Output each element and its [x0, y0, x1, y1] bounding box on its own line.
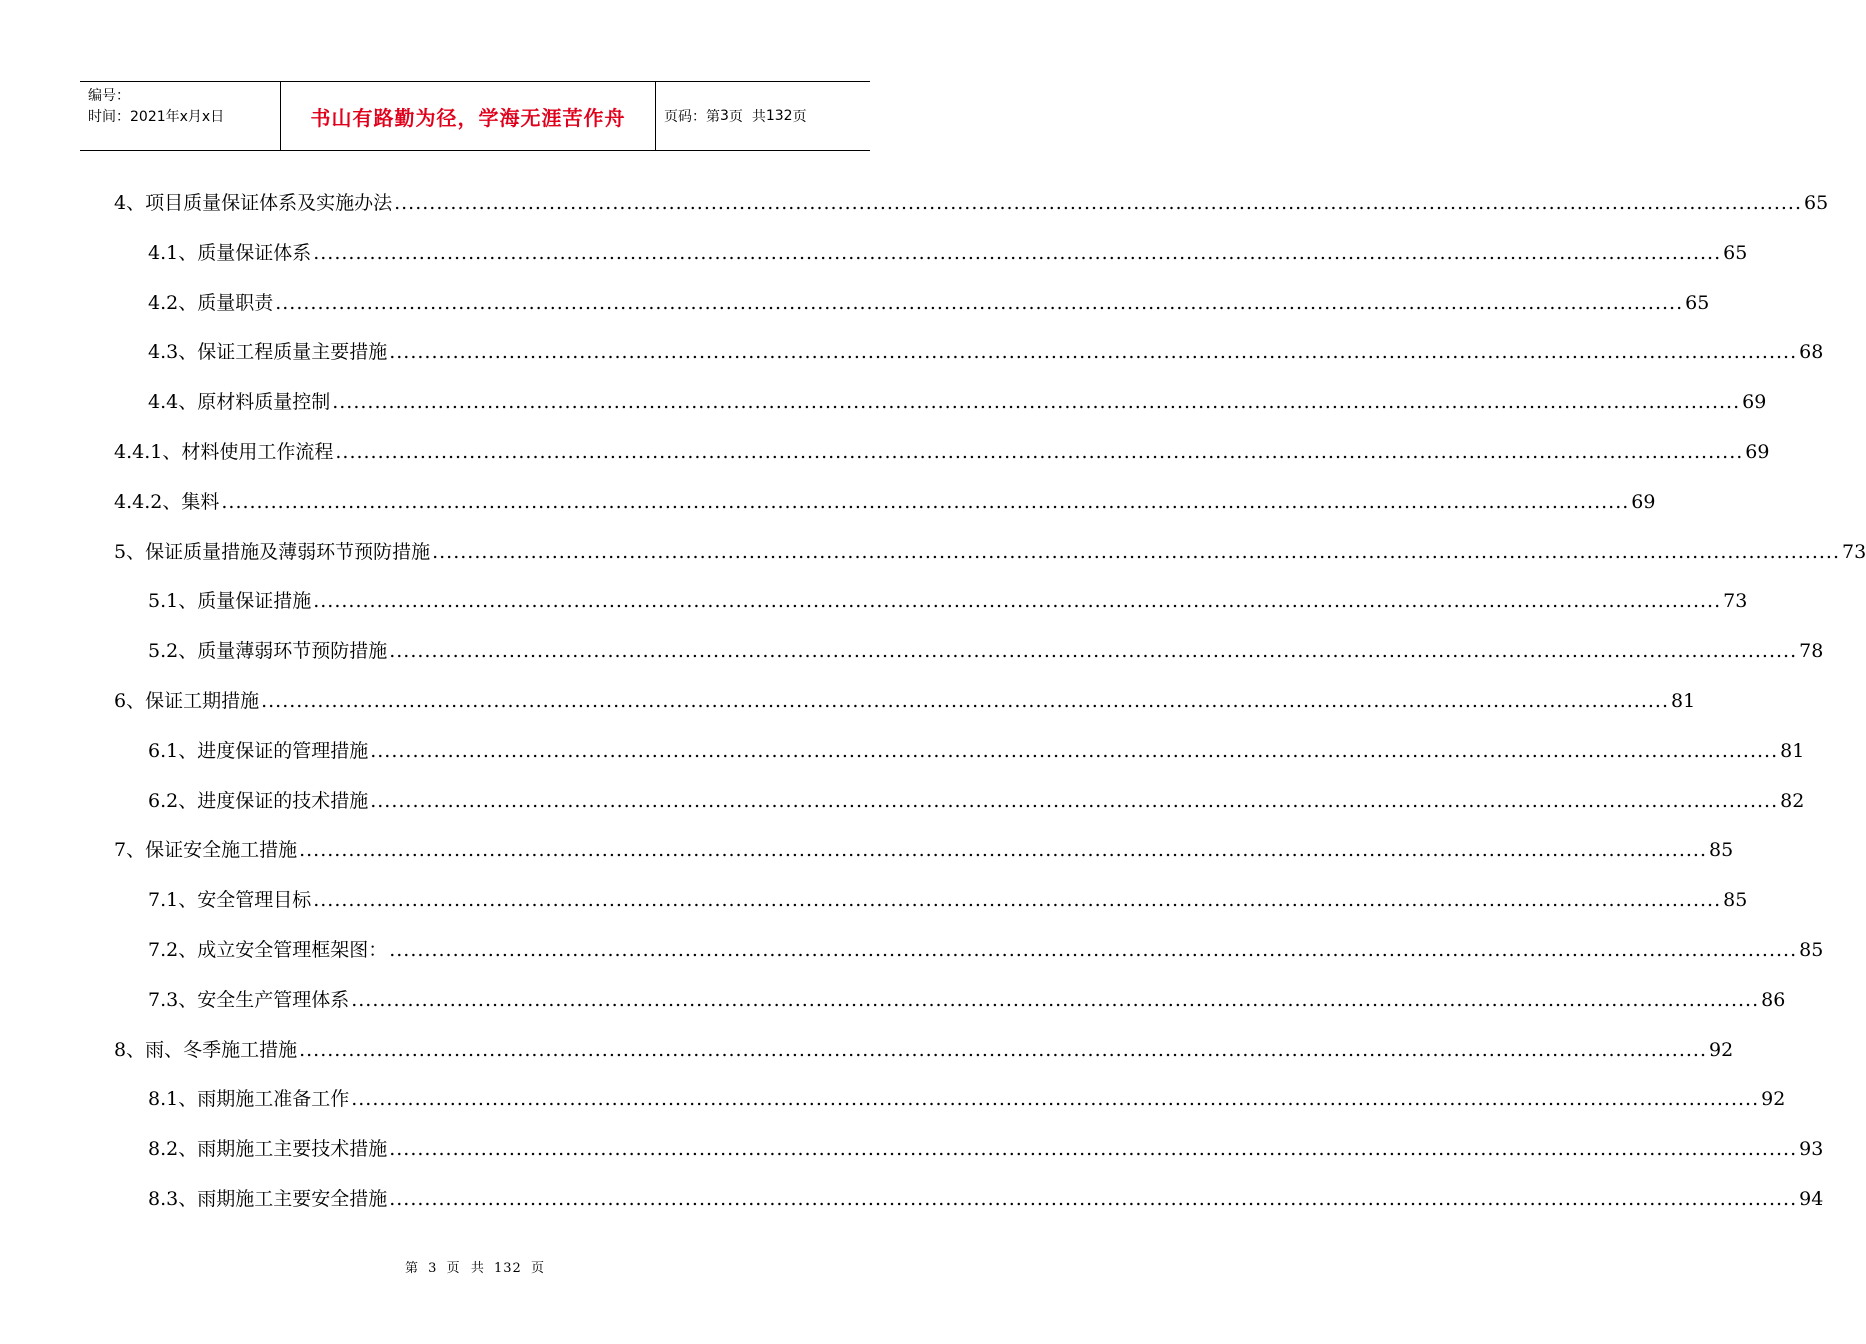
- header-page-total: 132: [765, 108, 793, 124]
- footer-current-page: 3: [428, 1261, 438, 1276]
- toc-entry[interactable]: [114, 825, 1734, 875]
- toc-entry[interactable]: [148, 776, 1805, 826]
- footer-mid: 页 共: [446, 1261, 485, 1276]
- toc-entry-page: 68: [1799, 341, 1824, 364]
- toc-entry-title: 5、保证质量措施及薄弱环节预防措施: [114, 540, 431, 563]
- toc-entry[interactable]: [148, 975, 1786, 1025]
- toc-entry-title: 8.2、雨期施工主要技术措施: [148, 1138, 388, 1161]
- toc-entry[interactable]: [114, 676, 1696, 726]
- toc-leader-dots: ........................................................................................................................................................................................................: [299, 839, 1708, 862]
- toc-leader-dots: ........................................................................................................................................................................................................: [275, 291, 1684, 314]
- toc-entry-page: 73: [1842, 540, 1866, 563]
- header-page-current: 3: [720, 108, 729, 124]
- toc-entry-title: 5.2、质量薄弱环节预防措施: [148, 640, 388, 663]
- toc-leader-dots: ........................................................................................................................................................................................................: [351, 988, 1760, 1011]
- toc-leader-dots: ........................................................................................................................................................................................................: [432, 540, 1841, 563]
- toc-entry-title: 7.2、成立安全管理框架图：: [148, 939, 388, 961]
- toc-leader-dots: ........................................................................................................................................................................................................: [335, 441, 1744, 463]
- footer-prefix: 第: [405, 1261, 420, 1276]
- toc-entry-title: 6、保证工期措施: [114, 690, 260, 712]
- toc-entry-title: 4.4.2、集料: [114, 490, 220, 513]
- toc-entry-title: 4.2、质量职责: [148, 291, 274, 314]
- toc-entry-title: 4.3、保证工程质量主要措施: [148, 341, 388, 364]
- toc-entry-page: 85: [1723, 889, 1748, 912]
- toc-entry[interactable]: [148, 925, 1824, 975]
- document-number-label: 编号：: [88, 88, 130, 104]
- toc-entry[interactable]: [114, 1025, 1734, 1075]
- toc-entry[interactable]: [148, 1124, 1824, 1174]
- header-divider-right: [655, 82, 656, 150]
- toc-entry-page: 81: [1780, 739, 1805, 762]
- toc-leader-dots: ........................................................................................................................................................................................................: [221, 490, 1630, 513]
- page-footer: [0, 1257, 950, 1276]
- page-header: [80, 81, 870, 151]
- toc-entry[interactable]: [148, 327, 1824, 377]
- toc-entry-title: 8、雨、冬季施工措施: [114, 1038, 298, 1061]
- toc-entry[interactable]: [114, 477, 1656, 527]
- toc-leader-dots: ........................................................................................................................................................................................................: [389, 341, 1798, 364]
- toc-entry-page: 69: [1742, 391, 1767, 414]
- toc-entry-page: 86: [1761, 988, 1786, 1011]
- toc-entry-title: 6.1、进度保证的管理措施: [148, 739, 369, 762]
- toc-entry[interactable]: [148, 726, 1805, 776]
- toc-leader-dots: ........................................................................................................................................................................................................: [389, 1188, 1798, 1210]
- footer-suffix: 页: [530, 1261, 545, 1276]
- toc-entry[interactable]: [148, 1174, 1824, 1224]
- header-motto: 书山有路勤为径，学海无涯苦作舟: [310, 105, 626, 130]
- toc-leader-dots: ........................................................................................................................................................................................................: [313, 241, 1722, 264]
- toc-leader-dots: ........................................................................................................................................................................................................: [370, 789, 1779, 812]
- toc-entry-title: 4.1、质量保证体系: [148, 241, 312, 264]
- toc-leader-dots: ........................................................................................................................................................................................................: [313, 590, 1722, 613]
- toc-leader-dots: ........................................................................................................................................................................................................: [370, 739, 1779, 762]
- toc-leader-dots: ........................................................................................................................................................................................................: [351, 1088, 1760, 1111]
- footer-total-pages: 132: [494, 1261, 522, 1276]
- toc-leader-dots: ........................................................................................................................................................................................................: [332, 391, 1741, 414]
- toc-entry-page: 78: [1799, 640, 1824, 663]
- header-meta: [88, 86, 224, 128]
- header-page-suffix: 页: [792, 109, 807, 125]
- toc-entry-page: 92: [1761, 1088, 1786, 1111]
- toc-entry[interactable]: [148, 377, 1767, 427]
- toc-entry-page: 94: [1799, 1188, 1824, 1210]
- header-page-info: [664, 82, 807, 150]
- toc-entry-title: 6.2、进度保证的技术措施: [148, 789, 369, 812]
- toc-entry-title: 5.1、质量保证措施: [148, 590, 312, 613]
- toc-entry-page: 65: [1723, 241, 1748, 264]
- header-page-prefix: 页码：第: [664, 109, 720, 125]
- toc-entry-page: 85: [1709, 839, 1734, 862]
- toc-entry-page: 93: [1799, 1138, 1824, 1161]
- toc-leader-dots: ........................................................................................................................................................................................................: [261, 690, 1670, 712]
- toc-entry-page: 69: [1745, 441, 1770, 463]
- toc-entry[interactable]: [148, 278, 1710, 328]
- toc-entry-title: 7.3、安全生产管理体系: [148, 988, 350, 1011]
- toc-leader-dots: ........................................................................................................................................................................................................: [299, 1038, 1708, 1061]
- toc-entry-title: 4.4、原材料质量控制: [148, 391, 331, 414]
- header-page-mid: 页 共: [728, 109, 766, 125]
- toc-entry[interactable]: [148, 1074, 1786, 1124]
- toc-leader-dots: ........................................................................................................................................................................................................: [389, 939, 1798, 961]
- toc-entry-page: 92: [1709, 1038, 1734, 1061]
- toc-entry[interactable]: [148, 626, 1824, 676]
- toc-entry-page: 65: [1804, 192, 1829, 214]
- toc-entry-title: 4、项目质量保证体系及实施办法: [114, 192, 393, 214]
- toc-entry-title: 7、保证安全施工措施: [114, 839, 298, 862]
- toc-entry-page: 82: [1780, 789, 1805, 812]
- toc-leader-dots: ........................................................................................................................................................................................................: [394, 192, 1803, 214]
- toc-entry[interactable]: [148, 228, 1748, 278]
- document-time-label: 时间：2021年x月x日: [88, 109, 225, 125]
- toc-entry[interactable]: [148, 875, 1748, 925]
- toc-entry-page: 81: [1671, 690, 1696, 712]
- toc-entry-title: 8.1、雨期施工准备工作: [148, 1088, 350, 1111]
- toc-entry-title: 4.4.1、材料使用工作流程: [114, 441, 334, 463]
- toc-entry-page: 69: [1631, 490, 1656, 513]
- toc-entry[interactable]: [148, 576, 1748, 626]
- toc-entry[interactable]: [114, 527, 1866, 577]
- toc-entry-page: 73: [1723, 590, 1748, 613]
- toc-entry[interactable]: [114, 427, 1770, 477]
- toc-entry[interactable]: [114, 178, 1829, 228]
- toc-entry-page: 85: [1799, 939, 1824, 961]
- toc-leader-dots: ........................................................................................................................................................................................................: [313, 889, 1722, 912]
- toc-entry-page: 65: [1685, 291, 1710, 314]
- toc-leader-dots: ........................................................................................................................................................................................................: [389, 640, 1798, 663]
- toc-entry-title: 7.1、安全管理目标: [148, 889, 312, 912]
- toc-entry-title: 8.3、雨期施工主要安全措施: [148, 1188, 388, 1210]
- toc-leader-dots: ........................................................................................................................................................................................................: [389, 1138, 1798, 1161]
